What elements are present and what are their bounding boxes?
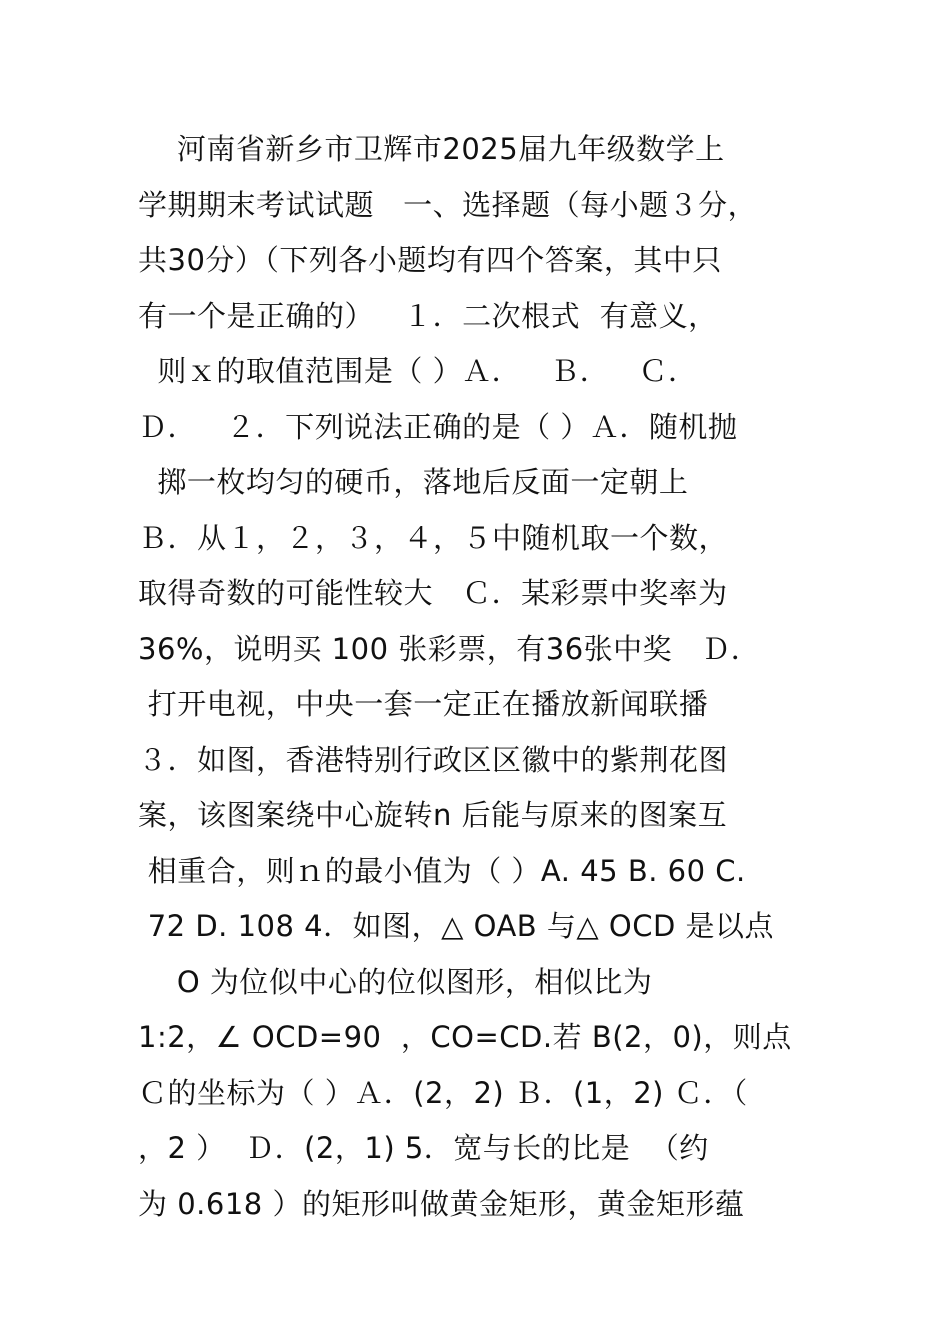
text-line: Ｂ．从１，２，３，４，５中随机取一个数， [138, 520, 729, 555]
exam-text-block [138, 122, 828, 1232]
text-line: 共30分）（下列各小题均有四个答案，其中只 [138, 243, 722, 277]
text-line: 72 D. 108 4．如图，△ OAB 与△ OCD 是以点 [138, 909, 775, 943]
text-line: ３．如图，香港特别行政区区徽中的紫荆花图 [138, 742, 729, 777]
text-line: 有一个是正确的） １．二次根式 有意义， [138, 298, 718, 333]
text-line: 36%，说明买 100 张彩票，有36张中奖 Ｄ． [138, 631, 761, 666]
text-line: 取得奇数的可能性较大 Ｃ．某彩票中奖率为 [138, 576, 728, 610]
text-line: 案，该图案绕中心旋转n 后能与原来的图案互 [138, 798, 728, 832]
text-line: 相重合，则ｎ的最小值为（ ）A. 45 B. 60 C. [138, 853, 746, 888]
text-line: 学期期末考试试题 一、选择题（每小题３分， [138, 187, 758, 222]
text-line: O 为位似中心的位似图形，相似比为 [138, 964, 653, 999]
text-line: Ｄ． ２．下列说法正确的是（ ）Ａ．随机抛 [138, 409, 738, 444]
text-line: 则ｘ的取值范围是（ ）Ａ． Ｂ． Ｃ． [138, 354, 698, 388]
text-line: 1:2，∠ OCD=90 ，CO=CD.若 B(2，0)，则点 [138, 1020, 792, 1054]
text-line: 掷一枚均匀的硬币，落地后反面一定朝上 [138, 465, 689, 499]
text-line: 打开电视，中央一套一定正在播放新闻联播 [138, 687, 709, 721]
text-line: ，2 ） Ｄ．(2，1) 5．宽与长的比是 （约 [138, 1131, 709, 1165]
text-line: Ｃ的坐标为（ ）Ａ．(2，2) Ｂ．(1，2) Ｃ．（ [138, 1075, 748, 1110]
text-line: 为 0.618 ）的矩形叫做黄金矩形，黄金矩形蕴 [138, 1186, 745, 1221]
text-line: 河南省新乡市卫辉市2025届九年级数学上 [138, 132, 725, 166]
